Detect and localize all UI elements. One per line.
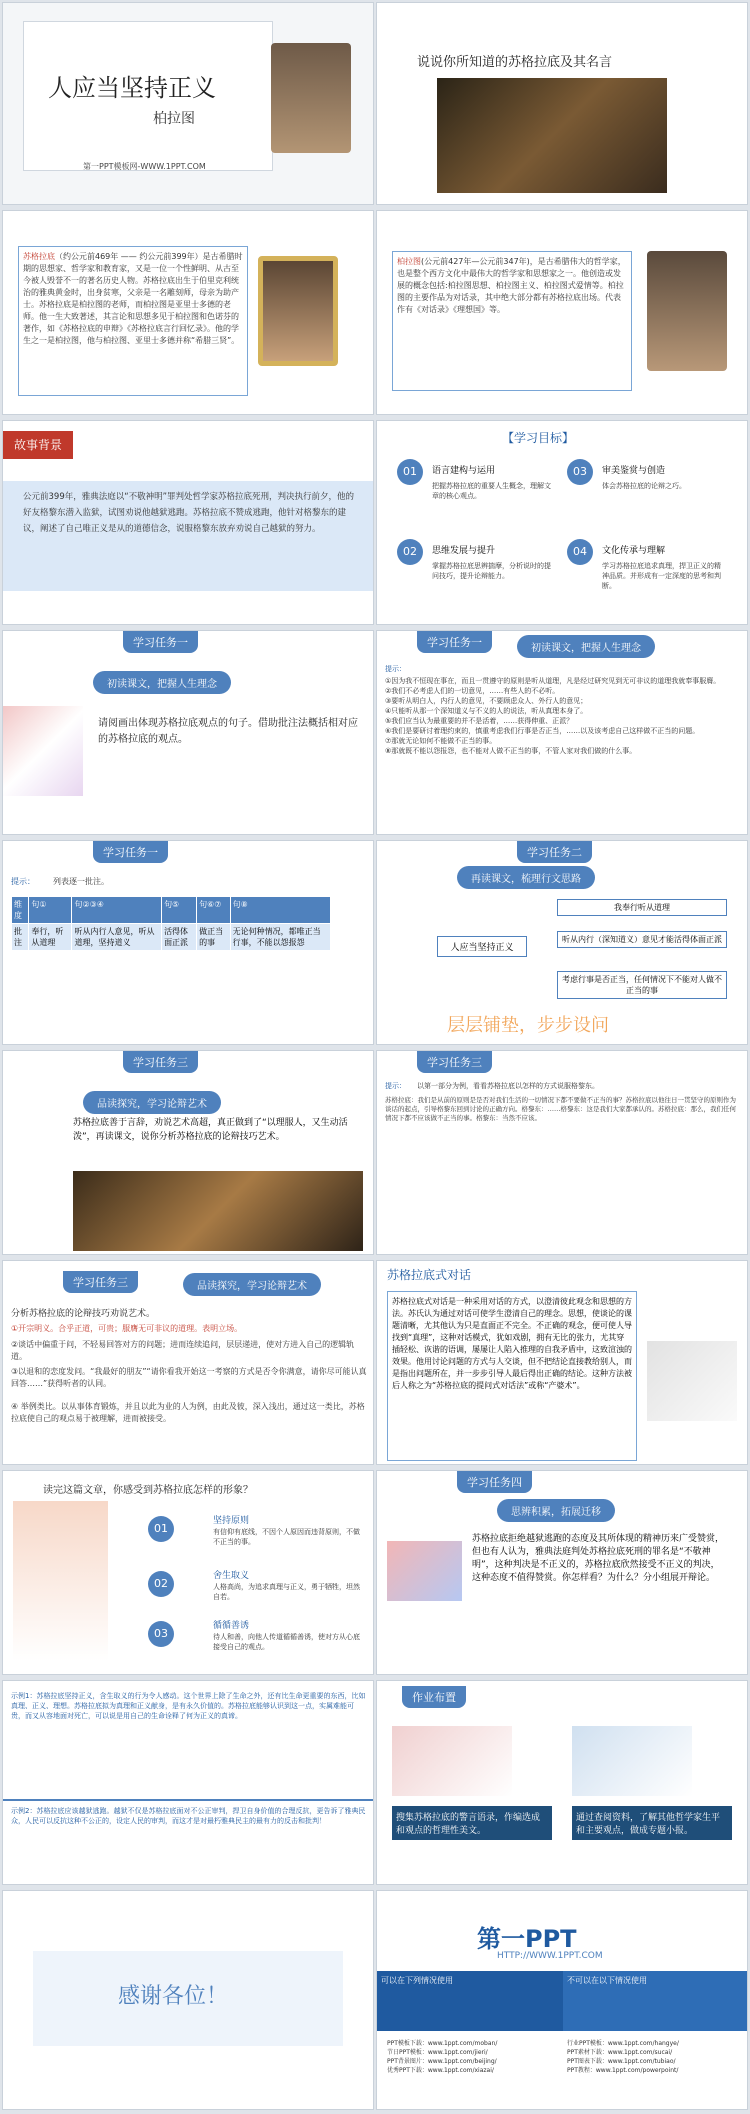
slide-footer: 第一PPT模板网-WWW.1PPT.COM (83, 162, 206, 171)
hint-line: ③要听从明白人，内行人的意见，不要顾虑众人、外行人的意见； (385, 697, 588, 705)
task-tag: 学习任务一 (123, 631, 198, 653)
slide-20[interactable] (376, 1890, 748, 2110)
task-pill: 品读探究，学习论辩艺术 (183, 1273, 321, 1296)
link-item[interactable]: 优秀PPT下载：www.1ppt.com/xiazai/ (387, 2067, 494, 2074)
table-cell: 奉行，听从道理 (29, 924, 72, 951)
intro-box (392, 251, 632, 391)
slide-title: 人应当坚持正义 (48, 74, 216, 102)
example-1 (11, 1691, 367, 1721)
table-header: 句⑧ (230, 897, 330, 924)
socrates-illustration (13, 1501, 108, 1661)
usage-forbidden (563, 1971, 748, 2031)
plato-portrait (647, 251, 727, 371)
story-box (3, 481, 374, 591)
table-header: 句⑤ (162, 897, 197, 924)
table-header: 句②③④ (72, 897, 162, 924)
hint-text: 以第一部分为例，看看苏格拉底以怎样的方式说服格黎东。 (417, 1082, 599, 1090)
books-image (572, 1726, 692, 1796)
goal-number: 04 (567, 539, 593, 565)
hint-label: 提示： (385, 665, 406, 673)
divider (3, 1799, 374, 1801)
hint-line: ②我们不必考虑人们的一切意见，……有些人的不必听。 (385, 687, 560, 695)
trait-desc: 人格高尚，为追求真理与正义，勇于牺牲，坦然自若。 (213, 1583, 360, 1601)
center-node: 人应当坚持正义 (437, 936, 527, 957)
task-tag: 学习任务三 (63, 1271, 138, 1293)
name-highlight: 柏拉图 (397, 257, 421, 266)
intro-text: （约公元前469年 —— 约公元前399年）是古希腊时期的思想家、哲学家和教育家，又是一位一个性鲜明、从古至今被人毁誉不一的著名历史人物。苏格拉底出生于伯里克利统治的雅典黄金时，出身贫寒，父亲是一名雕刻师，母亲为助产士。苏格拉底是柏拉图的老师，而柏拉图是亚里士多德的老师。他一生大致著述，其言论和思想多见于柏拉图和色诺芬的著作，如《苏格拉底的申辩》《苏格拉底言行回忆录》。他的学生之一是柏拉图，他与柏拉图、亚里士多德并称“希腊三贤”。 (23, 252, 243, 345)
slide-11[interactable] (2, 1050, 374, 1255)
table-cell: 活得体面正派 (162, 924, 197, 951)
task-pill: 初读课文，把握人生理念 (517, 635, 655, 658)
homework-1: 搜集苏格拉底的警言语录，作编选成和观点的哲理性美文。 (392, 1806, 552, 1840)
goal-number: 01 (397, 459, 423, 485)
dialogue-text: 苏格拉底：我们是从前的原则是是否对我们生活的一切情况下都不要做不正当的事？苏格拉底以他往日一贯坚守的原则作为谈话的起点，引导格黎东回到讨论的正确方向。格黎东：……格黎东：这是我们大家都承认的。苏格拉底：那么，我们任何情况下都不应该做不正当的事。格黎东：当然不应该。 (385, 1096, 736, 1122)
slide-8[interactable] (376, 630, 748, 835)
brand-logo: 第一PPT (477, 1925, 577, 1953)
link-item[interactable]: 节日PPT模板：www.1ppt.com/jieri/ (387, 2049, 488, 2056)
goal-desc: 体会苏格拉底的论辩之巧。 (602, 482, 686, 490)
goal-desc: 学习苏格拉底追求真理，捍卫正义的精神品质。并形成有一定深度的思考和判断。 (602, 562, 721, 590)
task-tag: 学习任务三 (417, 1051, 492, 1073)
summary-text: 层层铺垫，步步设问 (447, 1015, 609, 1036)
branch-node: 我奉行听从道理 (557, 899, 727, 916)
trait-desc: 有信仰有底线，不因个人原因而违背原则，不做不正当的事。 (213, 1528, 360, 1546)
trait-number: 02 (148, 1571, 174, 1597)
slide-subtitle: 柏拉图 (153, 111, 195, 127)
link-item[interactable]: 行业PPT模板：www.1ppt.com/hangye/ (567, 2040, 679, 2047)
table-header: 句⑥⑦ (197, 897, 230, 924)
table-cell: 批注 (12, 924, 29, 951)
slide-19[interactable] (2, 1890, 374, 2110)
intro-box (18, 246, 248, 396)
point-2: ②谈话中偏重于问，不轻易回答对方的问题；进而连续追问，层层递进，使对方进入自己的逻辑轨道。 (11, 1340, 355, 1361)
allowed-head: 可以在下列情况使用 (381, 1976, 453, 1985)
dialogue-method-text: 苏格拉底式对话是一种采用对话的方式，以澄清彼此观念和思想的方法。苏氏认为通过对话可使学生澄清自己的理念。思想，使谈论的课题清晰，尤其他认为只是直面正不完全。不正确的观念，便可使人导找到“真理”，这种对话模式，犹如戏剧，拥有无比的张力，尤其穿插轻松、诙谐的语调，屡屡让人陷入推理的自我矛盾中，这致渲浊的效果。他用讨论问题的方式与人交谈，但不把结论直接教给别人，而是指出问题所在，并一步步引导人最后得出正确的结论。这种方法被后人称之为“苏格拉底的提问式对话法”或称“产婆术”。 (387, 1291, 637, 1461)
hint-line: ④只能听从那一个深知道义与不义的人的说法，听从真理本身了。 (385, 707, 588, 715)
link-item[interactable]: PPT图表下载：www.1ppt.com/tubiao/ (567, 2058, 676, 2065)
socrates-portrait (258, 256, 338, 366)
link-item[interactable]: PPT教程：www.1ppt.com/powerpoint/ (567, 2067, 679, 2074)
annotation-table (11, 896, 331, 951)
task-pill: 品读探究，学习论辩艺术 (83, 1091, 221, 1114)
slide-9[interactable] (2, 840, 374, 1045)
branch-node: 考虑行事是否正当，任何情况下不能对人做不正当的事 (557, 971, 727, 999)
trait-desc: 待人和善，向他人传道循循善诱，使对方从心底接受自己的观点。 (213, 1633, 360, 1651)
slide-14[interactable] (376, 1260, 748, 1465)
goal-number: 03 (567, 459, 593, 485)
task-pill: 再读课文，梳理行文思路 (457, 866, 595, 889)
task-tag: 学习任务二 (517, 841, 592, 863)
slide-1[interactable] (2, 2, 374, 205)
goals-title: 【学习目标】 (502, 431, 575, 445)
trait-number: 01 (148, 1516, 174, 1542)
link-item[interactable]: PPT素材下载：www.1ppt.com/sucai/ (567, 2049, 673, 2056)
slide-12[interactable] (376, 1050, 748, 1255)
forbidden-head: 不可以在以下情况使用 (567, 1976, 647, 1985)
pencils-image (387, 1541, 462, 1601)
slide-18[interactable] (376, 1680, 748, 1885)
slide-6[interactable] (376, 420, 748, 625)
trait-head: 舍生取义 (213, 1571, 250, 1581)
question-text: 读完这篇文章，你感受到苏格拉底怎样的形象？ (43, 1485, 253, 1496)
slide-4[interactable] (376, 210, 748, 415)
goal-desc: 掌握苏格拉底思辨揣摩，分析说时的提问技巧，提升论辩能力。 (432, 562, 551, 580)
task-tag: 学习任务三 (123, 1051, 198, 1073)
slide-10[interactable] (376, 840, 748, 1045)
trait-number: 03 (148, 1621, 174, 1647)
task-text: 苏格拉底善于言辞，劝说艺术高超，真正做到了“以理服人，又生动活泼”，再读课文，说你分析苏格拉底的论辩技巧艺术。 (73, 1118, 348, 1142)
link-list-right (567, 2039, 747, 2075)
goal-head: 思维发展与提升 (432, 546, 496, 556)
slide-13[interactable] (2, 1260, 374, 1465)
painting-image (73, 1171, 363, 1251)
goal-head: 文化传承与理解 (602, 546, 666, 556)
books-image (392, 1726, 512, 1796)
link-list-left (387, 2039, 567, 2075)
example-2 (11, 1806, 367, 1826)
slide-7[interactable] (2, 630, 374, 835)
task-pill: 初读课文，把握人生理念 (93, 671, 231, 694)
goal-number: 02 (397, 539, 423, 565)
task-pill: 思辨积累，拓展迁移 (497, 1499, 615, 1522)
thanks-text: 感谢各位！ (118, 1984, 229, 2009)
goal-head: 审美鉴赏与创造 (602, 466, 666, 476)
point-3: ③以退和的恋度发问。“我最好的朋友”“请你看我开始这一考察的方式是否令你满意，请你尽可能认真回答……”获得听者的认同。 (11, 1367, 367, 1388)
link-item[interactable]: PPT模板下载：www.1ppt.com/moban/ (387, 2040, 498, 2047)
table-cell: 听从内行人意见，听从道理，坚持道义 (72, 924, 162, 951)
office-image (647, 1341, 737, 1421)
slide-3[interactable] (2, 210, 374, 415)
usage-allowed (377, 1971, 563, 2031)
trait-head: 循循善诱 (213, 1621, 250, 1631)
philosopher-portrait (271, 43, 351, 153)
hint-line: ①因为我不恒现在事在，而且一贯遵守的原则是听从道理，凡是经过研究见到无可非议的道理我就奉事服膺。 (385, 677, 721, 685)
slide-17[interactable] (2, 1680, 374, 1885)
story-text: 公元前399年，雅典法庭以“不敬神明”罪判处哲学家苏格拉底死刑，判决执行前夕，他的好友格黎东潜入监狱，试图劝说他越狱逃跑。苏格拉底不赞成逃跑，他针对格黎东的建议，阐述了自己唯正义是从的道德信念，说服格黎东放弃劝说自己越狱的努力。 (23, 492, 355, 534)
example-text: 示例1：苏格拉底坚持正义，含生取义的行为令人感动。这个世界上除了生命之外，还有比生命更重要的东西，比如真理、正义、理想。苏格拉底拟为真理和正义献身，是有永久价值的。苏格拉底能够认识到这一点，实属难能可贵，而又从容地面对死亡，可以说是用自己的生命诠释了何为正义的真谛。 (11, 1692, 366, 1720)
hint-line: ⑤我们应当认为最重要的并不是活着，……获得伸重、正派？ (385, 717, 574, 725)
homework-2: 通过查阅资料，了解其他哲学家生平和主要观点，做成专题小报。 (572, 1806, 732, 1840)
task-tag: 学习任务一 (93, 841, 168, 863)
example-text: 示例2：苏格拉底应该越狱逃跑。越狱不仅是苏格拉底面对不公正审判，捍卫自身价值的合理反抗，更告诉了雅典民众，人民可以反抗这种不公正的，设定人民的审判，而这才是对最朽雅典民主的最有力的反击和批判！ (11, 1807, 366, 1825)
slide-title: 苏格拉底式对话 (387, 1268, 472, 1282)
task-tag: 学习任务四 (457, 1471, 532, 1493)
hint-line: ⑦那就无论如何不能做不正当的事。 (385, 737, 497, 745)
point-4: ④ 举例类比。以从事体育锻炼，并且以此为业的人为例，由此及彼，深入浅出，通过这一类比，苏格拉底使自己的观点易于被理解，进而被接受。 (11, 1402, 365, 1423)
table-cell: 做正当的事 (197, 924, 230, 951)
task-text: 苏格拉底拒绝越狱逃跑的态度及其所体现的精神历来广受赞赏，但也有人认为，雅典法庭判处苏格拉底死刑的罪名是“不敬神明”，这种判决是不正义的，苏格拉底欣然接受不正义的判决，这种态度不值得赞赏。你怎样看？为什么？分小组展开辩论。 (472, 1534, 725, 1583)
task-text: 请阅画出体现苏格拉底观点的句子。借助批注法概括相对应的苏格拉底的观点。 (98, 718, 358, 745)
hint-text: 列表逐一批注。 (53, 877, 109, 886)
slide-2[interactable] (376, 2, 748, 205)
hint-line: ⑧那就既不能以怨报怨，也不能对人做不正当的事，不管人家对我们做的什么事。 (385, 747, 637, 755)
intro-text: (公元前427年—公元前347年)，是古希腊伟大的哲学家，也是整个西方文化中最伟大的哲学家和思想家之一。他创造或发展的概念包括:柏拉图思想、柏拉图主义、柏拉图式爱情等。柏拉图的主要作品为对话录，其中绝大部分都有苏格拉底出场。代表作有《对话录》《理想国》等。 (397, 257, 626, 314)
slide-5[interactable] (2, 420, 374, 625)
slide-16[interactable] (376, 1470, 748, 1675)
hint-list (385, 676, 741, 756)
slide-title: 说说你所知道的苏格拉底及其名言 (417, 55, 613, 70)
death-of-socrates-painting (437, 78, 667, 193)
branch-node: 听从内行（深知道义）意见才能活得体面正派 (557, 931, 727, 948)
hint-label: 提示： (11, 877, 35, 886)
section-head: 分析苏格拉底的论辩技巧劝说艺术。 (11, 1309, 156, 1319)
story-tag: 故事背景 (3, 431, 73, 459)
hint-line: ⑥我们是要研讨着理约束的，慎重考虑我们行事是否正当，……以及该考虑自己这样做不正当的问题。 (385, 727, 700, 735)
goal-head: 语言建构与运用 (432, 466, 496, 476)
trait-head: 坚持原则 (213, 1516, 250, 1526)
brand-url: HTTP://WWW.1PPT.COM (497, 1951, 603, 1961)
name-highlight: 苏格拉底 (23, 252, 55, 261)
task-tag: 作业布置 (402, 1686, 466, 1708)
point-1: ①开宗明义。合乎正道，可贵；服膺无可非议的道理。表明立场。 (11, 1324, 243, 1333)
link-item[interactable]: PPT背景图片：www.1ppt.com/beijing/ (387, 2058, 497, 2065)
hint-label: 提示： (385, 1082, 406, 1090)
books-image (3, 706, 83, 796)
slide-15[interactable] (2, 1470, 374, 1675)
table-cell: 无论何种情况，都唯正当行事，不能以怨报怨 (230, 924, 330, 951)
table-header: 句① (29, 897, 72, 924)
table-header: 维度 (12, 897, 29, 924)
task-tag: 学习任务一 (417, 631, 492, 653)
goal-desc: 把握苏格拉底的重要人生概念，理解文章的核心观点。 (432, 482, 551, 500)
